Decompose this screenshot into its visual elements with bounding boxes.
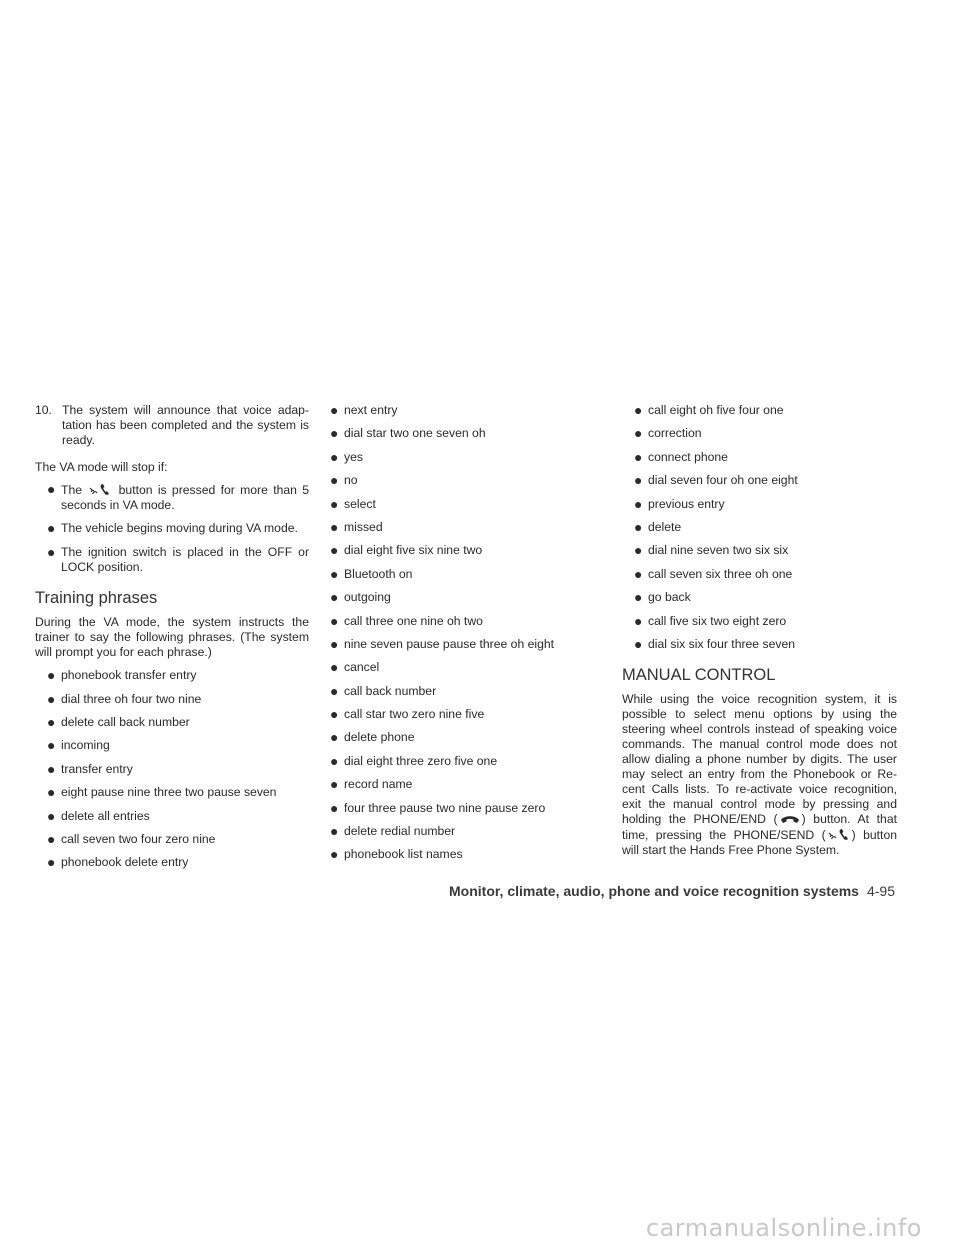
column-left [35,403,309,870]
stop-item-before: The [61,483,83,497]
list-item: ● The button is pressed for more than 5 seconds in VA mode. [47,481,309,512]
list-item: ● delete call back number [47,713,190,730]
training-intro: During the VA mode, the system instructs the trainer to say the following phrases. (The system will prompt you for each phrase.) [35,614,309,659]
list-item: ● correction [634,425,702,442]
list-item: ● no [330,472,358,489]
training-phrases-list-1 [35,668,309,870]
list-item: ● delete phone [330,729,415,746]
list-item: ● previous entry [634,495,725,512]
phone-end-icon [780,814,800,826]
list-item: ● The vehicle begins moving during VA mode. [47,520,298,537]
list-item: ● incoming [47,737,110,754]
list-item: ● nine seven pause pause three oh eight [330,635,555,652]
list-item: ● connect phone [634,448,728,465]
list-item: ● transfer entry [47,760,133,777]
list-item: ● select [330,495,376,512]
section-heading-training: Training phrases [35,588,158,607]
page-number: 4-95 [866,883,895,899]
list-item: ● yes [330,448,363,465]
column-middle [330,403,592,862]
list-item: ● phonebook transfer entry [47,667,197,684]
list-item: ● call back number [330,682,437,699]
step-number: 10. [35,403,52,417]
list-item: ● outgoing [330,589,391,606]
list-item: ● dial nine seven two six six [634,542,789,559]
list-item: ● eight pause nine three two pause seven [47,784,277,801]
voice-talk-icon [89,482,111,497]
column-right [622,403,897,858]
list-item: ● dial star two one seven oh [330,425,486,442]
list-item: ● dial eight three zero five one [330,752,498,769]
list-item: ● record name [330,776,413,793]
list-item: ● dial three oh four two nine [47,690,202,707]
training-phrases-list-2 [330,403,592,862]
list-item: ● The ignition switch is placed in the OFF or LOCK position. [47,543,309,574]
list-item: ● call star two zero nine five [330,706,485,723]
phone-send-icon [828,827,850,842]
list-item: ● Bluetooth on [330,565,413,582]
list-item: ● call seven six three oh one [634,565,793,582]
step-text: The system will announce that voice adap- tation has been completed and the system is ready. [62,403,309,447]
list-item: ● dial seven four oh one eight [634,472,798,489]
list-item: ● four three pause two nine pause zero [330,799,546,816]
list-item: ● call three one nine oh two [330,612,483,629]
list-item: ● call eight oh five four one [634,402,784,418]
training-phrases-list-3 [622,403,897,652]
list-item: ● call five six two eight zero [634,612,787,629]
list-item: ● call seven two four zero nine [47,830,216,847]
list-item: ● missed [330,518,383,535]
manual-control-text-2: ) button. At that time, pressing the PHONE/SEND ( [622,811,897,842]
stop-item-after: button is pressed for more than 5 seconds in VA mode. [61,483,309,512]
footer-section-title: Monitor, climate, audio, phone and voice recognition systems [449,883,859,899]
list-item: ● dial six six four three seven [634,635,795,652]
list-item: ● dial eight five six nine two [330,542,483,559]
list-item: ● next entry [330,402,398,418]
stop-conditions-list [35,482,309,575]
list-item: ● delete all entries [47,807,150,824]
list-item: ● delete [634,518,682,535]
watermark: carmanualsonline.info [645,1214,922,1242]
manual-control-paragraph [622,692,897,858]
list-item: ● delete redial number [330,823,456,840]
manual-control-text-3: ) button will start the Hands Free Phone System. [622,827,897,857]
stop-intro: The VA mode will stop if: [35,460,168,474]
list-item: ● phonebook delete entry [47,854,189,871]
page-footer [449,883,895,899]
list-item: ● phonebook list names [330,846,463,863]
step-10 [35,403,309,448]
list-item: ● go back [634,589,691,606]
section-heading-manual-control: MANUAL CONTROL [622,665,776,684]
list-item: ● cancel [330,659,380,676]
manual-control-text-1: While using the voice recognition system, it is possible to select menu options by using the steering wheel controls instead of speaking voice commands. The manual control mode does not allow dialing a phone number by digits. The user may select an entry from the Phonebook or Re- cent Calls lists. To re-activate voice recognition, exit the manual control mode by pressing and holding the PHONE/END ( [622,691,897,826]
